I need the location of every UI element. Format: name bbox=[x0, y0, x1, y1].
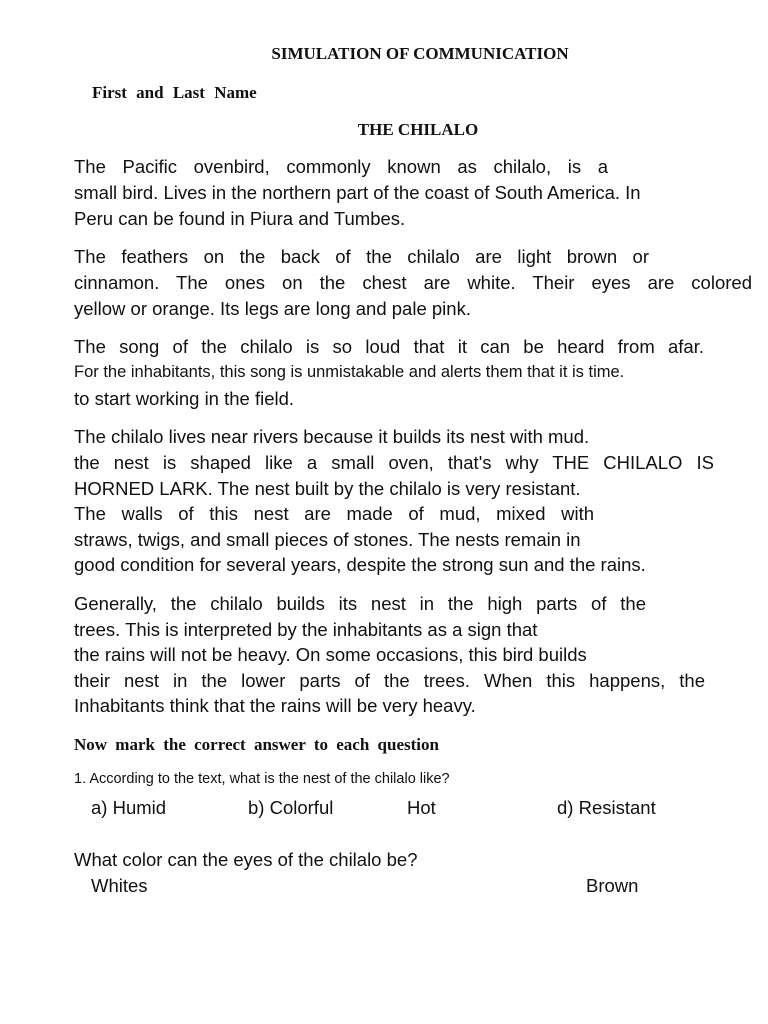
paragraph-line: trees. This is interpreted by the inhabitants as a sign that bbox=[74, 619, 538, 640]
question-1: 1. According to the text, what is the nest of the chilalo like? bbox=[74, 771, 450, 787]
document-title: SIMULATION OF COMMUNICATION bbox=[271, 44, 569, 63]
paragraph-line: Generally, the chilalo builds its nest in the high parts of the bbox=[74, 593, 646, 614]
paragraph-line: Peru can be found in Piura and Tumbes. bbox=[74, 208, 406, 229]
paragraph-line: their nest in the lower parts of the trees. When this happens, the bbox=[74, 670, 705, 691]
q2-option-brown[interactable]: Brown bbox=[586, 875, 639, 896]
paragraph-line: The walls of this nest are made of mud, mixed with bbox=[74, 503, 594, 524]
instruction-heading: Now mark the correct answer to each question bbox=[74, 735, 439, 754]
paragraph-line: straws, twigs, and small pieces of stones. The nests remain in bbox=[74, 529, 581, 550]
paragraph-line: The chilalo lives near rivers because it builds its nest with mud. bbox=[74, 426, 590, 447]
q1-option-a[interactable]: a) Humid bbox=[91, 797, 167, 818]
paragraph-line: For the inhabitants, this song is unmistakable and alerts them that it is time. bbox=[74, 363, 625, 381]
q2-option-whites[interactable]: Whites bbox=[91, 875, 148, 896]
paragraph-line: to start working in the field. bbox=[74, 388, 295, 409]
paragraph-line: good condition for several years, despite the strong sun and the rains. bbox=[74, 554, 646, 575]
paragraph-line: cinnamon. The ones on the chest are white. Their eyes are colored bbox=[74, 272, 752, 293]
paragraph-line: small bird. Lives in the northern part of the coast of South America. In bbox=[74, 182, 641, 203]
paragraph-line: the nest is shaped like a small oven, that's why THE CHILALO IS bbox=[74, 452, 714, 473]
q1-option-c[interactable]: Hot bbox=[407, 797, 436, 818]
q1-option-d[interactable]: d) Resistant bbox=[557, 797, 656, 818]
paragraph-line: The Pacific ovenbird, commonly known as chilalo, is a bbox=[74, 156, 608, 177]
story-title: THE CHILALO bbox=[357, 120, 479, 139]
paragraph-line: The feathers on the back of the chilalo are light brown or bbox=[74, 246, 649, 267]
paragraph-line: Inhabitants think that the rains will be very heavy. bbox=[74, 695, 476, 716]
question-2: What color can the eyes of the chilalo be? bbox=[74, 849, 418, 870]
paragraph-line: yellow or orange. Its legs are long and pale pink. bbox=[74, 298, 471, 319]
paragraph-line: HORNED LARK. The nest built by the chilalo is very resistant. bbox=[74, 478, 581, 499]
paragraph-line: The song of the chilalo is so loud that it can be heard from afar. bbox=[74, 336, 704, 357]
paragraph-line: the rains will not be heavy. On some occasions, this bird builds bbox=[74, 644, 587, 665]
q1-option-b[interactable]: b) Colorful bbox=[248, 797, 334, 818]
name-label: First and Last Name bbox=[92, 83, 257, 102]
